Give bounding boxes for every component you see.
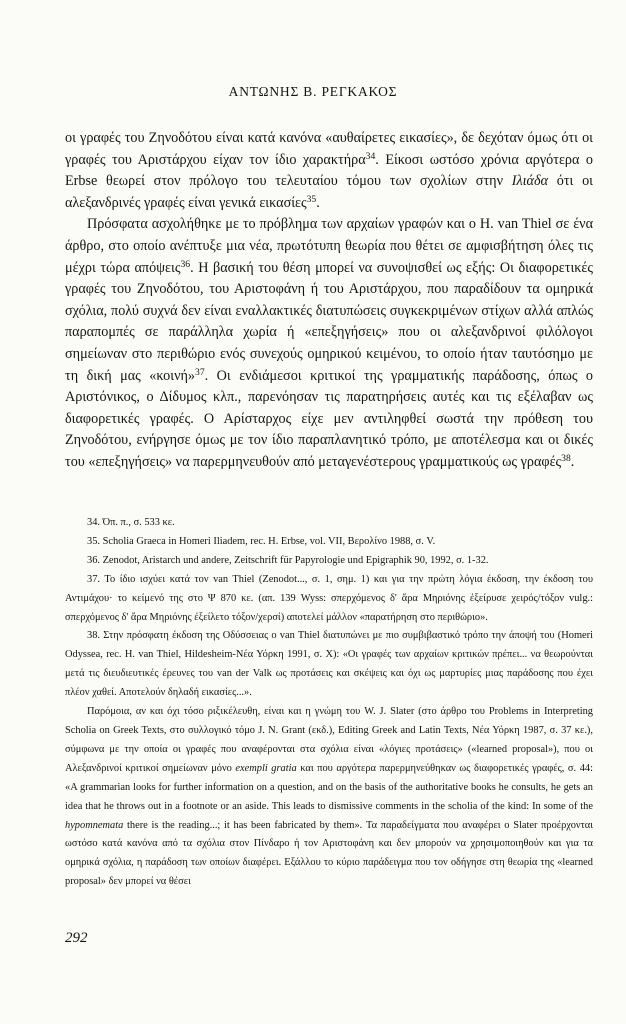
footnote-37: 37. Το ίδιο ισχύει κατά τον van Thiel (Zenodot..., σ. 1, σημ. 1) και για την πρώτη λόγια έκδοση, την έκδοση του Αντιμάχου· το κείμενό της στο Ψ 870 κε. (απ. 139 Wyss: σπερχόμενος δ' ἄρα Μηριόνης ἐξείρυσε χειρός/τόξον vulg.: σπερχόμενος δ' ἄρα Μηριόνης ἐξείλετο τόξον/χερσί) αποτελεί μάλλον «παρατήρηση στο περιθώριο».	[65, 573, 593, 623]
footnote-38-continued: Παρόμοια, αν και όχι τόσο ριξικέλευθη, είναι και η γνώμη του W. J. Slater (στο άρθρο του Problems in Interpreting Scholia on Greek Texts, στο συλλογικό τόμο J. N. Grant (εκδ.), Editing Greek and Latin Texts, Νέα Υόρκη 1987, σ. 37 κε.), σύμφωνα με την οποία οι γραφές που αναφέρονται στα σχόλια είναι «λόγιες προτάσεις» («learned proposal»), που οι Αλεξανδρινοί κριτικοί σημείωναν μόνο exempli gratia και που αργότερα παρερμηνεύθηκαν ως διαφορετικές γραφές, σ. 44: «A grammarian looks for further information on a question, and on the basis of the authoritative books he consults, he gets an idea that he throws out in a footnote or an aside. This leads to dismissive comments in the scholia of the kind: In some of the hypomnemata there is the reading...; it has been fabricated by them». Τα παραδείγματα που αναφέρει ο Slater προέρχονται ωστόσο κατά κανόνα από τα σχόλια στον Πίνδαρο ή τον Αριστοφάνη και δεν μπορούν να χρησιμοποιηθούν και για τα ομηρικά σχόλια, η παράδοση των οποίων διαφέρει. Εξάλλου το κύριο παράδειγμα που τον οδήγησε στη θεωρία της «learned proposal» δεν μπορεί να θέσει	[65, 706, 593, 888]
running-head: ΑΝΤΩΝΗΣ Β. ΡΕΓΚΑΚΟΣ	[228, 84, 398, 99]
footnote-ref-37: 37	[195, 366, 205, 378]
footnote-34: 34. Όπ. π., σ. 533 κε.	[87, 517, 175, 528]
paragraph-1: οι γραφές του Ζηνοδότου είναι κατά κανόνα «αυθαίρετες εικασίες», δε δεχόταν όμως ότι οι γραφές του Αριστάρχου είχαν τον ίδιο χαρακτήρα$^{34}$. Είκοσι ωστόσο χρόνια αργότερα ο Erbse θεωρεί στον πρόλογο του τελευταίου τόμου των σχολίων στην Ιλιάδα ότι οι αλεξανδρινές γραφές είναι γενικά εικασίες$^{35}$.	[65, 130, 594, 211]
footnote-ref-35: 35	[306, 193, 317, 205]
footnote-ref-36: 36	[180, 258, 191, 270]
page-number: 292	[65, 930, 88, 946]
main-text	[65, 128, 593, 474]
footnote-36: 36. Zenodot, Aristarch und andere, Zeitschrift für Papyrologie und Epigraphik 90, 1992, σ. 1-32.	[87, 554, 489, 566]
footnote-38: 38. Στην πρόσφατη έκδοση της Οδύσσειας ο van Thiel διατυπώνει με πιο συμβιβαστικό τρόπο την άποψή του (Homeri Odyssea, rec. H. van Thiel, Hildesheim-Νέα Υόρκη 1991, σ. X): «Οι γραφές των αρχαίων κριτικών πρέπει... να θεωρούνται μετά τις διευδιευτικές έρευνες του van der Valk ως προτάσεις και σκέψεις και όχι ως μαρτυρίες μιας παράδοσης που έχει πλέον χαθεί. Αποτελούν δηλαδή εικασίες...».	[65, 630, 593, 699]
footnote-35: 35. Scholia Graeca in Homeri Iliadem, rec. H. Erbse, vol. VII, Βερολίνο 1988, σ. V.	[87, 535, 436, 547]
footnote-ref-38: 38	[561, 453, 571, 465]
footnotes	[65, 514, 593, 892]
footnote-ref-34: 34	[365, 150, 376, 162]
paragraph-2: Πρόσφατα ασχολήθηκε με το πρόβλημα των αρχαίων γραφών και ο Η. van Thiel σε ένα άρθρο, στο οποίο ανέπτυξε μια νέα, πρωτότυπη θεωρία που θέτει σε αμφισβήτηση όλες τις μέχρι τώρα απόψεις$^{36}$. Η βασική του θέση μπορεί να συνοψισθεί ως εξής: Οι διαφορετικές γραφές του Ζηνοδότου, του Αριστοφάνη ή του Αριστάρχου, που παραδίδουν τα ομηρικά σχόλια, πολύ συχνά δεν είναι εναλλακτικές διατυπώσεις συγκεκριμένων στίχων αλλά απλώς παραπομπές σε παράλληλα χωρία ή «επεξηγήσεις» που οι αλεξανδρινοί φιλόλογοι σημείωναν στο περιθώριο ενός συνεχούς ομηρικού κειμένου, το οποίο ήταν ταυτόσημο με τη δική μας «κοινή»$^{37}$. Οι ενδιάμεσοι κριτικοί της γραμματικής παράδοσης, όπως ο Αριστόνικος, ο Δίδυμος κλπ., παρενόησαν τις παρατηρήσεις αυτές και τις εξέλαβαν ως διαφορετικές γραφές. Ο Αρίσταρχος είχε μεν αντιληφθεί σωστά την πρόθεση του Ζηνοδότου, ενήργησε όμως με τον ίδιο παραπλανητικό τρόπο, με αποτέλεσμα και οι δικές του «επεξηγήσεις» να παρερμηνευθούν από μεταγενέστερους γραμματικούς ως γραφές$^{38}$.	[65, 216, 594, 470]
